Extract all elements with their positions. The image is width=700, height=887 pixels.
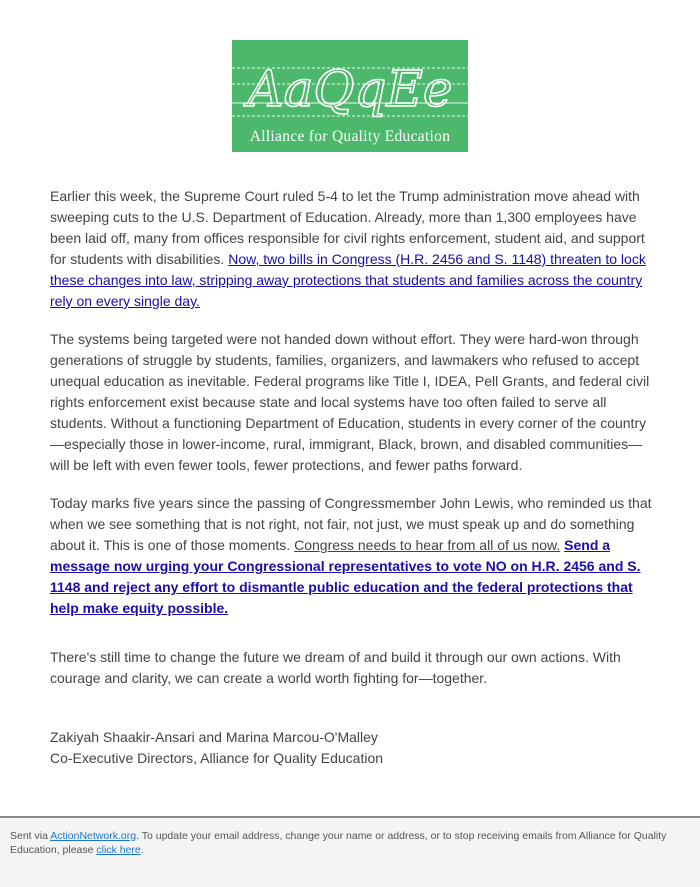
signature-names: Zakiyah Shaakir-Ansari and Marina Marcou-O'Malley (50, 729, 378, 745)
paragraph-3 (50, 493, 654, 619)
signature-title: Co-Executive Directors, Alliance for Quality Education (50, 750, 384, 766)
paragraph-4-text: There's still time to change the future we dream of and build it through our own actions. With courage and clarity, we can create a world worth fighting for—together. (50, 649, 621, 686)
paragraph-4 (50, 647, 654, 689)
paragraph-2-text: The systems being targeted were not handed down without effort. They were hard-won through generations of struggle by students, families, organizers, and lawmakers who refused to accept unequal education as inevitable. Federal programs like Title I, IDEA, Pell Grants, and federal civil rights enforcement exist because state and local systems have too often failed to serve all students. Without a functioning Department of Education, students in every corner of the country—especially those in lower-income, rural, immigrant, Black, brown, and disabled communities—will be left with even fewer tools, fewer protections, and fewer paths forward. (50, 331, 650, 473)
unsubscribe-link[interactable]: click here (96, 844, 141, 856)
paragraph-2 (50, 329, 654, 476)
aqe-logo (232, 40, 468, 152)
footer-text (10, 829, 690, 857)
actionnetwork-link[interactable]: ActionNetwork.org (50, 830, 137, 842)
footer-suffix: . (140, 844, 144, 856)
paragraph-1-text: Earlier this week, the Supreme Court ruled 5-4 to let the Trump administration move ahead with sweeping cuts to the U.S. Department of Education. Already, more than 1,300 employees have been laid off, many from offices responsible for civil rights enforcement, student aid, and support for students with disabilities. (50, 188, 645, 267)
email-body (50, 186, 654, 769)
signature (50, 727, 654, 769)
footer-prefix: Sent via (10, 830, 51, 842)
logo-org-name: Alliance for Quality Education (249, 128, 451, 145)
email-footer (0, 816, 700, 887)
paragraph-1 (50, 186, 654, 312)
congress-needs-text: Congress needs to hear from all of us now. (294, 537, 561, 553)
bills-link[interactable]: Now, two bills in Congress (H.R. 2456 and S. 1148) threaten to lock these changes into law, stripping away protections that students and families across the country rely on every single day. (50, 251, 646, 309)
send-message-link[interactable]: Send a message now urging your Congressional representatives to vote NO on H.R. 2456 and S. 1148 and reject any effort to dismantle public education and the federal protections that help make equity possible. (50, 537, 641, 616)
footer-middle: . To update your email address, change your name or address, or to stop receiving emails from Alliance for Quality Education, please (10, 830, 667, 856)
paragraph-3-text: Today marks five years since the passing of Congressmember John Lewis, who reminded us that when we see something that is not right, not fair, not just, we must speak up and do something about it. This is one of those moments. (50, 495, 652, 553)
logo-script-letters: AaQqEe (247, 60, 453, 118)
